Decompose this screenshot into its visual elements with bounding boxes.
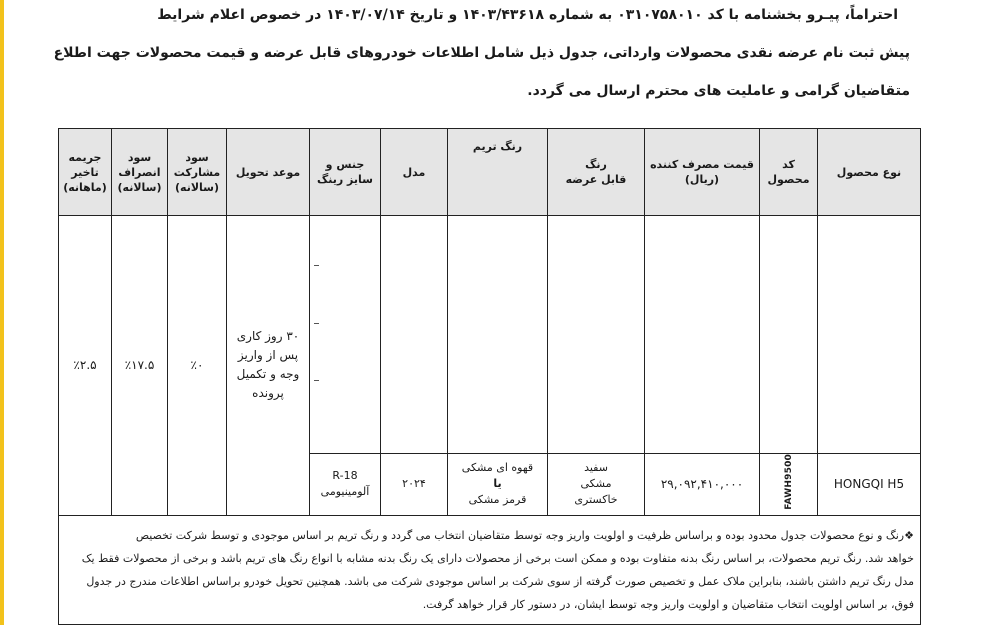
empty-cell bbox=[310, 216, 381, 454]
header-delay-penalty: جریمه تاخیر (ماهانه) bbox=[59, 129, 112, 216]
note-line-4: فوق، بر اساس اولویت انتخاب متقاضیان و اولویت واریز وجه توسط ایشان، در دستور کار قرار خواهد گرفت. bbox=[422, 597, 914, 611]
note-cell bbox=[59, 515, 921, 624]
cell-model-year: ۲۰۲۴ bbox=[381, 454, 448, 516]
tick-mark bbox=[314, 265, 319, 266]
empty-cell bbox=[760, 216, 818, 454]
intro-paragraph bbox=[53, 4, 910, 103]
intro-line-3: متقاضیان گرامی و عاملیت های محترم ارسال می گردد. bbox=[527, 83, 910, 99]
header-trim-color: رنگ تریم bbox=[448, 129, 548, 216]
cell-price: ۲۹,۰۹۲,۴۱۰,۰۰۰ bbox=[645, 454, 760, 516]
cell-participation-profit: ٪۰ bbox=[168, 216, 227, 516]
header-delivery: موعد تحویل bbox=[227, 129, 310, 216]
empty-cell bbox=[381, 216, 448, 454]
empty-cell bbox=[818, 216, 921, 454]
cell-delay-penalty: ٪۲.۵ bbox=[59, 216, 112, 516]
table-row-spacer bbox=[59, 216, 921, 454]
header-price: قیمت مصرف کننده (ریال) bbox=[645, 129, 760, 216]
cell-cancellation-profit: ٪۱۷.۵ bbox=[112, 216, 168, 516]
header-rim: جنس و سایز رینگ bbox=[310, 129, 381, 216]
note-line-3: مدل رنگ تریم داشتن باشند، بنابراین ملاک عمل و تخصیص صورت گرفته از سوی شرکت بر اساس موجودی شرکت می باشد. همچنین تحویل خودرو براساس اطلاعات مندرج در جدول bbox=[86, 574, 914, 588]
empty-cell bbox=[448, 216, 548, 454]
header-cancellation-profit: سود انصراف (سالانه) bbox=[112, 129, 168, 216]
table-header-row bbox=[59, 129, 921, 216]
tick-mark bbox=[314, 380, 319, 381]
cell-colors: سفید مشکی خاکستری bbox=[548, 454, 645, 516]
empty-cell bbox=[645, 216, 760, 454]
note-line-2: خواهد شد. رنگ تریم محصولات، بر اساس رنگ بدنه متفاوت بوده و ممکن است برخی از محصولات دارای یک رنگ بدنه مشابه با انواع رنگ های تریم باشد و برخی از محصولات فقط یک bbox=[81, 551, 914, 565]
header-product-type: نوع محصول bbox=[818, 129, 921, 216]
cell-delivery-time: ۳۰ روز کاری پس از واریز وجه و تکمیل پرونده bbox=[227, 216, 310, 516]
tick-mark bbox=[314, 323, 319, 324]
table-note-row bbox=[59, 515, 921, 624]
header-product-code: کد محصول bbox=[760, 129, 818, 216]
empty-cell bbox=[548, 216, 645, 454]
cell-product-type: HONGQI H5 bbox=[818, 454, 921, 516]
left-accent-bar bbox=[0, 0, 4, 625]
cell-trim-colors: قهوه ای مشکی یا قرمز مشکی bbox=[448, 454, 548, 516]
intro-line-2: پیش ثبت نام عرضه نقدی محصولات وارداتی، جدول ذیل شامل اطلاعات خودروهای قابل عرضه و قیمت محصولات جهت اطلاع bbox=[53, 45, 910, 61]
cell-product-code: FAWH9500 bbox=[760, 454, 818, 516]
intro-line-1: احتراماً، پیـرو بخشنامه با کد ۰۳۱۰۷۵۸۰۱۰ به شماره ۱۴۰۳/۴۳۶۱۸ و تاریخ ۱۴۰۳/۰۷/۱۴ در خصوص اعلام شرایط bbox=[157, 7, 898, 23]
note-line-1: رنگ و نوع محصولات جدول محدود بوده و براساس ظرفیت و اولویت واریز وجه توسط متقاضیان انتخاب می گردد و رنگ تریم بر اساس موجودی و توسط شرکت تخصیص bbox=[135, 528, 905, 542]
header-color: رنگ قابل عرضه bbox=[548, 129, 645, 216]
bullet-icon: ❖ bbox=[904, 528, 914, 542]
cell-rim: R-18 آلومینیومی bbox=[310, 454, 381, 516]
products-table bbox=[58, 128, 921, 625]
header-model: مدل bbox=[381, 129, 448, 216]
header-participation-profit: سود مشارکت (سالانه) bbox=[168, 129, 227, 216]
